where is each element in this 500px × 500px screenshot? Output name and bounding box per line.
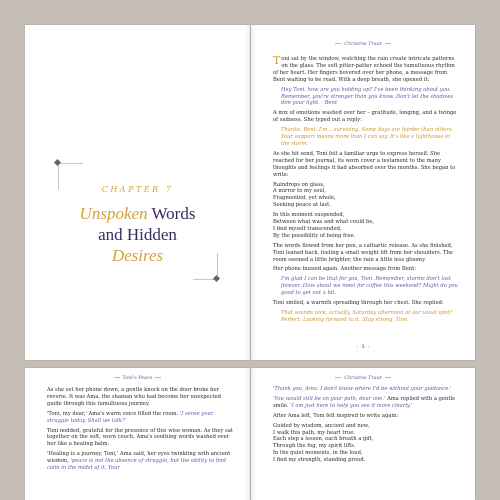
paragraph: A mix of emotions washed over her – gratitude, longing, and a twinge of sadness. She typed out a reply:: [273, 110, 457, 124]
paragraph: As she hit send, Toni felt a familiar urge to express herself. She reached for her journal, its worn cover a testament to the many thoughts and feelings it had absorbed over the months. She began to write:: [273, 150, 456, 178]
dialogue: [47, 451, 234, 472]
running-head: [25, 376, 250, 381]
running-head-text: Christine Traut: [344, 42, 382, 47]
body-text: [273, 386, 459, 467]
paragraph: Her phone buzzed again. Another message from Bent:: [273, 266, 416, 273]
dialogue-text: 'Toni, my dear,' Ama's warm voice filled the room.: [47, 410, 180, 417]
dialogue: [273, 386, 459, 393]
dialogue-quote: 'peace is not the absence of struggle, but the ability to find calm in the midst of it. Your: [47, 458, 226, 472]
paragraph: Toni sat by the window, watching the rain create intricate patterns on the glass. The soft pitter-patter echoed the tumultuous rhythm of her heart. Her fingers hovered over her phone, a message from Bent waiting to be read. With a deep breath, she opened it:: [273, 54, 455, 83]
chapter-title-word: Unspoken: [79, 204, 148, 223]
running-head: [251, 42, 475, 47]
text-message: Hey Toni, how are you holding up? I've been thinking about you. Remember, you're stronger than you know. Don't let the shadows dim your light. · Bent: [281, 86, 454, 107]
chapter-number: CHAPTER 7: [101, 185, 174, 194]
story-page-4: [25, 368, 250, 500]
chapter-title-line: and Hidden: [98, 225, 177, 244]
poem-line: Each step a lesson, each breath a gift,: [273, 436, 374, 443]
running-head: [251, 376, 475, 381]
poem: [273, 423, 459, 464]
dialogue-quote: 'You would still be on your path, dear one.': [273, 395, 386, 402]
paragraph: The words flowed from her pen, a cathartic release. As she finished, Toni leaned back, feeling a small weight lift from her shoulders. The room seemed a little brighter, the rain a little less gloomy.: [273, 242, 453, 263]
dialogue: [47, 411, 234, 425]
poem-line: In this moment suspended,: [273, 212, 345, 219]
paragraph: As she set her phone down, a gentle knock on the door broke her reverie. It was Ama, the shaman who had become her unexpected guide through this tumultuous journey.: [47, 387, 221, 407]
poem-line: A mirror to my soul,: [273, 188, 326, 195]
poem-line: Fragmented, yet whole,: [273, 195, 336, 202]
text-message: I'm glad I can be that for you, Toni. Remember, storms don't last forever. How about we meet for coffee this weekend? Might do you good to get out a bit.: [281, 276, 458, 297]
diamond-ornament-icon: [213, 275, 220, 282]
body-text: [273, 56, 459, 327]
dialogue-text: Ama replied with a gentle smile.: [273, 395, 456, 409]
poem-line: Guided by wisdom, ancient and new,: [273, 422, 370, 429]
poem-line: In the quiet moments, in the loud,: [273, 450, 363, 457]
page-gutter-shadow: [251, 25, 257, 360]
body-text: [47, 387, 234, 475]
poem-line: I walk this path, my heart true.: [273, 429, 356, 436]
running-head-text: Toni's Peace: [122, 376, 153, 381]
page-number-text: 3: [361, 344, 365, 350]
dialogue-quote: 'I sense your struggle today. Shall we talk?': [47, 410, 214, 424]
text-message: That sounds nice, actually. Saturday afternoon at our usual spot?: [281, 310, 453, 316]
dialogue-text: 'Healing is a journey, Toni,' Ama said, her eyes twinkling with ancient wisdom,: [47, 451, 231, 465]
poem-line: Through the fog, my spirit lifts.: [273, 443, 356, 450]
poem-line: By the possibility of being free.: [273, 232, 356, 239]
page-gutter-shadow: [251, 368, 257, 500]
paragraph: Toni smiled, a warmth spreading through her chest. She replied:: [273, 300, 444, 307]
chapter-title-word: Words: [147, 204, 196, 223]
chevron-right-icon: ›: [367, 344, 370, 350]
chapter-title: [25, 203, 250, 266]
paragraph: Toni nodded, grateful for the presence of this wise woman. As they sat together on the soft, worn couch, Ama's soothing words washed over her like a healing balm.: [47, 427, 233, 448]
poem: [273, 182, 459, 240]
paragraph: After Ama left, Toni felt inspired to write again:: [273, 412, 399, 419]
running-head-text: Christine Traut: [344, 376, 382, 381]
dialogue: [273, 396, 459, 410]
page-gutter-shadow: [244, 368, 250, 500]
poem-line: Raindrops on glass,: [273, 181, 325, 188]
story-page-5: [251, 368, 475, 500]
dialogue-quote: 'I am just here to help you see it more clearly.': [290, 402, 413, 409]
chapter-opener-page: [25, 25, 250, 360]
page-number: [251, 344, 475, 350]
chevron-left-icon: ‹: [356, 344, 359, 350]
poem-line: I find my strength, standing proud.: [273, 457, 366, 464]
poem-line: I find myself transcended,: [273, 225, 342, 232]
story-page-3: [251, 25, 475, 360]
chapter-title-line: Desires: [111, 246, 164, 265]
poem-line: Seeking peace at last.: [273, 202, 331, 209]
text-message: Perfect. Looking forward to it. Stay strong, Toni.: [281, 316, 409, 323]
text-message: Thanks, Bent. I'm... surviving. Some days are harder than others. Your support means more than I can say. It's like a lighthouse in the storm.: [281, 127, 454, 147]
dialogue-quote: 'Thank you, Ama. I don't know where I'd be without your guidance.': [273, 386, 452, 392]
poem-line: Between what was and what could be,: [273, 219, 375, 226]
